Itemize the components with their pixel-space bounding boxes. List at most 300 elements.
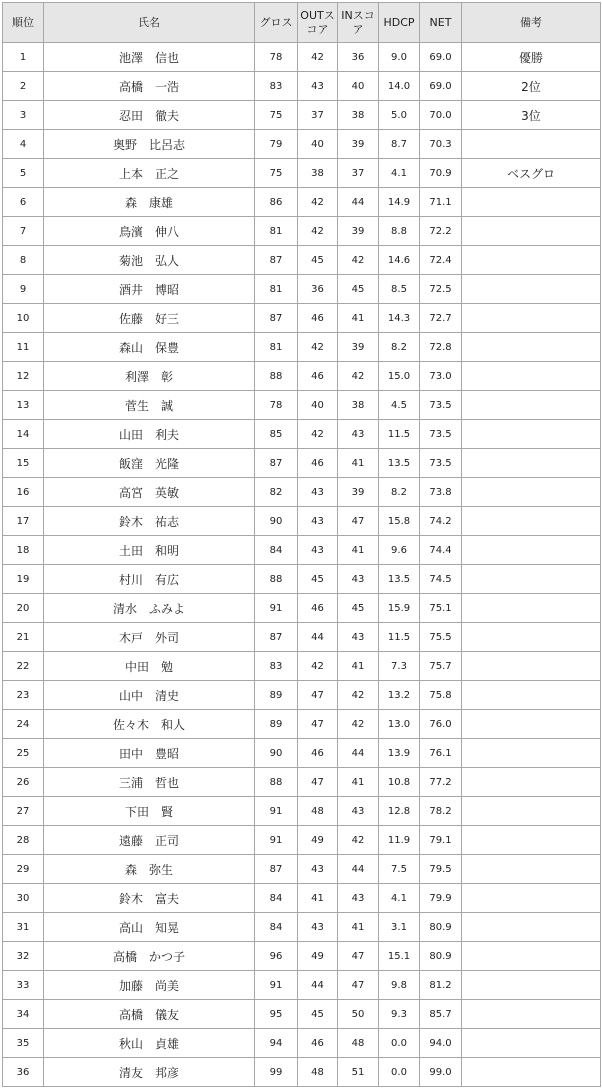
hdcp-cell: 10.8 <box>379 768 420 797</box>
note-cell <box>462 304 601 333</box>
in-cell: 39 <box>338 478 379 507</box>
net-cell: 73.5 <box>420 449 462 478</box>
note-cell <box>462 362 601 391</box>
out-cell: 41 <box>298 884 338 913</box>
name-cell: 上本 正之 <box>44 159 255 188</box>
rank-cell: 18 <box>3 536 44 565</box>
in-cell: 41 <box>338 913 379 942</box>
hdcp-cell: 7.5 <box>379 855 420 884</box>
net-cell: 94.0 <box>420 1029 462 1058</box>
table-row <box>3 449 601 478</box>
table-row <box>3 1000 601 1029</box>
note-cell <box>462 478 601 507</box>
hdcp-cell: 11.9 <box>379 826 420 855</box>
rank-cell: 20 <box>3 594 44 623</box>
note-cell <box>462 246 601 275</box>
name-cell: 鈴木 富夫 <box>44 884 255 913</box>
gross-cell: 87 <box>255 855 298 884</box>
out-cell: 43 <box>298 855 338 884</box>
rank-cell: 5 <box>3 159 44 188</box>
rank-cell: 9 <box>3 275 44 304</box>
rank-cell: 36 <box>3 1058 44 1087</box>
out-cell: 46 <box>298 739 338 768</box>
table-row <box>3 304 601 333</box>
gross-cell: 88 <box>255 565 298 594</box>
net-cell: 76.1 <box>420 739 462 768</box>
rank-cell: 22 <box>3 652 44 681</box>
rank-cell: 33 <box>3 971 44 1000</box>
hdcp-cell: 4.1 <box>379 884 420 913</box>
table-row <box>3 797 601 826</box>
in-cell: 45 <box>338 594 379 623</box>
note-cell: 2位 <box>462 72 601 101</box>
in-cell: 39 <box>338 217 379 246</box>
table-row <box>3 855 601 884</box>
rank-cell: 13 <box>3 391 44 420</box>
name-cell: 菅生 誠 <box>44 391 255 420</box>
net-cell: 72.4 <box>420 246 462 275</box>
name-cell: 飯窪 光隆 <box>44 449 255 478</box>
net-cell: 77.2 <box>420 768 462 797</box>
name-cell: 森 康雄 <box>44 188 255 217</box>
header-hdcp: HDCP <box>379 3 420 43</box>
table-row <box>3 942 601 971</box>
net-cell: 99.0 <box>420 1058 462 1087</box>
net-cell: 74.4 <box>420 536 462 565</box>
rank-cell: 28 <box>3 826 44 855</box>
name-cell: 清友 邦彦 <box>44 1058 255 1087</box>
in-cell: 43 <box>338 565 379 594</box>
hdcp-cell: 15.0 <box>379 362 420 391</box>
net-cell: 73.5 <box>420 420 462 449</box>
name-cell: 中田 勉 <box>44 652 255 681</box>
in-cell: 43 <box>338 623 379 652</box>
out-cell: 47 <box>298 681 338 710</box>
net-cell: 79.5 <box>420 855 462 884</box>
hdcp-cell: 13.5 <box>379 449 420 478</box>
note-cell: 優勝 <box>462 43 601 72</box>
gross-cell: 84 <box>255 913 298 942</box>
hdcp-cell: 13.9 <box>379 739 420 768</box>
hdcp-cell: 11.5 <box>379 420 420 449</box>
out-cell: 43 <box>298 72 338 101</box>
in-cell: 42 <box>338 246 379 275</box>
net-cell: 69.0 <box>420 43 462 72</box>
out-cell: 48 <box>298 797 338 826</box>
name-cell: 清水 ふみよ <box>44 594 255 623</box>
table-row <box>3 884 601 913</box>
table-row <box>3 536 601 565</box>
name-cell: 秋山 貞雄 <box>44 1029 255 1058</box>
hdcp-cell: 9.3 <box>379 1000 420 1029</box>
net-cell: 74.5 <box>420 565 462 594</box>
in-cell: 43 <box>338 420 379 449</box>
in-cell: 44 <box>338 739 379 768</box>
gross-cell: 91 <box>255 826 298 855</box>
rank-cell: 10 <box>3 304 44 333</box>
name-cell: 酒井 博昭 <box>44 275 255 304</box>
hdcp-cell: 11.5 <box>379 623 420 652</box>
gross-cell: 88 <box>255 362 298 391</box>
net-cell: 75.7 <box>420 652 462 681</box>
table-row <box>3 246 601 275</box>
rank-cell: 32 <box>3 942 44 971</box>
net-cell: 80.9 <box>420 942 462 971</box>
gross-cell: 81 <box>255 333 298 362</box>
in-cell: 41 <box>338 304 379 333</box>
net-cell: 85.7 <box>420 1000 462 1029</box>
in-cell: 38 <box>338 101 379 130</box>
out-cell: 42 <box>298 420 338 449</box>
note-cell <box>462 130 601 159</box>
note-cell <box>462 623 601 652</box>
in-cell: 50 <box>338 1000 379 1029</box>
gross-cell: 84 <box>255 884 298 913</box>
table-row <box>3 652 601 681</box>
gross-cell: 83 <box>255 652 298 681</box>
gross-cell: 79 <box>255 130 298 159</box>
note-cell <box>462 1058 601 1087</box>
name-cell: 田中 豊昭 <box>44 739 255 768</box>
note-cell <box>462 710 601 739</box>
net-cell: 76.0 <box>420 710 462 739</box>
name-cell: 高橋 儀友 <box>44 1000 255 1029</box>
in-cell: 36 <box>338 43 379 72</box>
net-cell: 70.3 <box>420 130 462 159</box>
note-cell <box>462 188 601 217</box>
header-out: OUTスコア <box>298 3 338 43</box>
note-cell <box>462 681 601 710</box>
note-cell: 3位 <box>462 101 601 130</box>
table-row <box>3 681 601 710</box>
name-cell: 遠藤 正司 <box>44 826 255 855</box>
note-cell <box>462 652 601 681</box>
table-row <box>3 72 601 101</box>
note-cell <box>462 797 601 826</box>
hdcp-cell: 14.3 <box>379 304 420 333</box>
note-cell <box>462 275 601 304</box>
hdcp-cell: 9.0 <box>379 43 420 72</box>
in-cell: 42 <box>338 710 379 739</box>
hdcp-cell: 14.6 <box>379 246 420 275</box>
hdcp-cell: 8.7 <box>379 130 420 159</box>
rank-cell: 26 <box>3 768 44 797</box>
name-cell: 佐藤 好三 <box>44 304 255 333</box>
rank-cell: 11 <box>3 333 44 362</box>
note-cell <box>462 594 601 623</box>
rank-cell: 25 <box>3 739 44 768</box>
gross-cell: 87 <box>255 304 298 333</box>
out-cell: 45 <box>298 246 338 275</box>
note-cell <box>462 507 601 536</box>
net-cell: 72.8 <box>420 333 462 362</box>
note-cell <box>462 1029 601 1058</box>
hdcp-cell: 15.1 <box>379 942 420 971</box>
note-cell <box>462 536 601 565</box>
table-header <box>3 3 601 43</box>
name-cell: 山中 清史 <box>44 681 255 710</box>
name-cell: 忍田 徹夫 <box>44 101 255 130</box>
out-cell: 44 <box>298 971 338 1000</box>
gross-cell: 78 <box>255 43 298 72</box>
out-cell: 46 <box>298 362 338 391</box>
note-cell <box>462 768 601 797</box>
rank-cell: 7 <box>3 217 44 246</box>
table-row <box>3 623 601 652</box>
hdcp-cell: 9.8 <box>379 971 420 1000</box>
table-body <box>3 43 601 1087</box>
rank-cell: 8 <box>3 246 44 275</box>
gross-cell: 91 <box>255 594 298 623</box>
name-cell: 奥野 比呂志 <box>44 130 255 159</box>
hdcp-cell: 13.5 <box>379 565 420 594</box>
name-cell: 山田 利夫 <box>44 420 255 449</box>
hdcp-cell: 14.9 <box>379 188 420 217</box>
in-cell: 42 <box>338 681 379 710</box>
in-cell: 44 <box>338 855 379 884</box>
out-cell: 42 <box>298 43 338 72</box>
header-gross: グロス <box>255 3 298 43</box>
out-cell: 42 <box>298 652 338 681</box>
in-cell: 39 <box>338 130 379 159</box>
out-cell: 43 <box>298 536 338 565</box>
hdcp-cell: 8.8 <box>379 217 420 246</box>
gross-cell: 87 <box>255 246 298 275</box>
gross-cell: 91 <box>255 797 298 826</box>
hdcp-cell: 8.2 <box>379 478 420 507</box>
table-row <box>3 826 601 855</box>
gross-cell: 89 <box>255 710 298 739</box>
name-cell: 高宮 英敏 <box>44 478 255 507</box>
name-cell: 三浦 哲也 <box>44 768 255 797</box>
out-cell: 42 <box>298 217 338 246</box>
table-row <box>3 275 601 304</box>
note-cell <box>462 942 601 971</box>
rank-cell: 14 <box>3 420 44 449</box>
rank-cell: 29 <box>3 855 44 884</box>
note-cell <box>462 739 601 768</box>
table-row <box>3 101 601 130</box>
hdcp-cell: 13.0 <box>379 710 420 739</box>
rank-cell: 27 <box>3 797 44 826</box>
table-row <box>3 565 601 594</box>
net-cell: 80.9 <box>420 913 462 942</box>
rank-cell: 1 <box>3 43 44 72</box>
hdcp-cell: 4.1 <box>379 159 420 188</box>
out-cell: 43 <box>298 913 338 942</box>
hdcp-cell: 0.0 <box>379 1029 420 1058</box>
out-cell: 38 <box>298 159 338 188</box>
out-cell: 46 <box>298 594 338 623</box>
header-note: 備考 <box>462 3 601 43</box>
note-cell <box>462 565 601 594</box>
results-table <box>2 2 601 1087</box>
table-row <box>3 710 601 739</box>
note-cell <box>462 217 601 246</box>
hdcp-cell: 7.3 <box>379 652 420 681</box>
out-cell: 40 <box>298 130 338 159</box>
rank-cell: 24 <box>3 710 44 739</box>
header-rank: 順位 <box>3 3 44 43</box>
net-cell: 74.2 <box>420 507 462 536</box>
net-cell: 72.5 <box>420 275 462 304</box>
hdcp-cell: 5.0 <box>379 101 420 130</box>
in-cell: 41 <box>338 449 379 478</box>
out-cell: 49 <box>298 942 338 971</box>
note-cell <box>462 855 601 884</box>
rank-cell: 3 <box>3 101 44 130</box>
hdcp-cell: 3.1 <box>379 913 420 942</box>
out-cell: 36 <box>298 275 338 304</box>
in-cell: 47 <box>338 507 379 536</box>
hdcp-cell: 14.0 <box>379 72 420 101</box>
in-cell: 48 <box>338 1029 379 1058</box>
gross-cell: 85 <box>255 420 298 449</box>
table-row <box>3 333 601 362</box>
in-cell: 42 <box>338 826 379 855</box>
out-cell: 46 <box>298 449 338 478</box>
net-cell: 78.2 <box>420 797 462 826</box>
table-row <box>3 594 601 623</box>
note-cell <box>462 826 601 855</box>
in-cell: 40 <box>338 72 379 101</box>
gross-cell: 96 <box>255 942 298 971</box>
net-cell: 73.5 <box>420 391 462 420</box>
table-row <box>3 1058 601 1087</box>
header-name: 氏名 <box>44 3 255 43</box>
in-cell: 42 <box>338 362 379 391</box>
hdcp-cell: 0.0 <box>379 1058 420 1087</box>
out-cell: 42 <box>298 188 338 217</box>
out-cell: 44 <box>298 623 338 652</box>
in-cell: 41 <box>338 768 379 797</box>
note-cell: ベスグロ <box>462 159 601 188</box>
gross-cell: 75 <box>255 159 298 188</box>
name-cell: 村川 有広 <box>44 565 255 594</box>
table-row <box>3 971 601 1000</box>
name-cell: 高橋 一浩 <box>44 72 255 101</box>
name-cell: 鈴木 祐志 <box>44 507 255 536</box>
out-cell: 46 <box>298 304 338 333</box>
in-cell: 43 <box>338 884 379 913</box>
table-row <box>3 159 601 188</box>
gross-cell: 87 <box>255 623 298 652</box>
in-cell: 41 <box>338 652 379 681</box>
table-row <box>3 478 601 507</box>
gross-cell: 90 <box>255 507 298 536</box>
note-cell <box>462 971 601 1000</box>
name-cell: 森山 保豊 <box>44 333 255 362</box>
out-cell: 43 <box>298 507 338 536</box>
gross-cell: 88 <box>255 768 298 797</box>
table-row <box>3 130 601 159</box>
table-row <box>3 420 601 449</box>
in-cell: 44 <box>338 188 379 217</box>
table-row <box>3 43 601 72</box>
rank-cell: 34 <box>3 1000 44 1029</box>
table-row <box>3 391 601 420</box>
gross-cell: 75 <box>255 101 298 130</box>
name-cell: 森 弥生 <box>44 855 255 884</box>
gross-cell: 82 <box>255 478 298 507</box>
rank-cell: 17 <box>3 507 44 536</box>
in-cell: 41 <box>338 536 379 565</box>
in-cell: 43 <box>338 797 379 826</box>
net-cell: 73.8 <box>420 478 462 507</box>
name-cell: 土田 和明 <box>44 536 255 565</box>
hdcp-cell: 15.8 <box>379 507 420 536</box>
hdcp-cell: 8.2 <box>379 333 420 362</box>
table-row <box>3 188 601 217</box>
out-cell: 49 <box>298 826 338 855</box>
name-cell: 加藤 尚美 <box>44 971 255 1000</box>
gross-cell: 83 <box>255 72 298 101</box>
out-cell: 42 <box>298 333 338 362</box>
table-row <box>3 217 601 246</box>
in-cell: 38 <box>338 391 379 420</box>
gross-cell: 94 <box>255 1029 298 1058</box>
rank-cell: 6 <box>3 188 44 217</box>
name-cell: 高橋 かつ子 <box>44 942 255 971</box>
net-cell: 69.0 <box>420 72 462 101</box>
out-cell: 43 <box>298 478 338 507</box>
net-cell: 73.0 <box>420 362 462 391</box>
gross-cell: 78 <box>255 391 298 420</box>
rank-cell: 15 <box>3 449 44 478</box>
rank-cell: 16 <box>3 478 44 507</box>
net-cell: 79.1 <box>420 826 462 855</box>
gross-cell: 86 <box>255 188 298 217</box>
out-cell: 48 <box>298 1058 338 1087</box>
header-row <box>3 3 601 43</box>
gross-cell: 99 <box>255 1058 298 1087</box>
net-cell: 70.0 <box>420 101 462 130</box>
table-row <box>3 507 601 536</box>
net-cell: 75.5 <box>420 623 462 652</box>
note-cell <box>462 391 601 420</box>
net-cell: 72.7 <box>420 304 462 333</box>
name-cell: 池澤 信也 <box>44 43 255 72</box>
header-net: NET <box>420 3 462 43</box>
in-cell: 47 <box>338 971 379 1000</box>
gross-cell: 89 <box>255 681 298 710</box>
hdcp-cell: 4.5 <box>379 391 420 420</box>
net-cell: 79.9 <box>420 884 462 913</box>
name-cell: 利澤 彰 <box>44 362 255 391</box>
rank-cell: 21 <box>3 623 44 652</box>
hdcp-cell: 13.2 <box>379 681 420 710</box>
name-cell: 下田 賢 <box>44 797 255 826</box>
rank-cell: 31 <box>3 913 44 942</box>
rank-cell: 2 <box>3 72 44 101</box>
net-cell: 81.2 <box>420 971 462 1000</box>
table-row <box>3 1029 601 1058</box>
gross-cell: 84 <box>255 536 298 565</box>
name-cell: 鳥濱 伸八 <box>44 217 255 246</box>
name-cell: 高山 知晃 <box>44 913 255 942</box>
rank-cell: 4 <box>3 130 44 159</box>
gross-cell: 81 <box>255 275 298 304</box>
gross-cell: 81 <box>255 217 298 246</box>
net-cell: 71.1 <box>420 188 462 217</box>
table-row <box>3 768 601 797</box>
header-in: INスコア <box>338 3 379 43</box>
in-cell: 45 <box>338 275 379 304</box>
table-row <box>3 913 601 942</box>
gross-cell: 91 <box>255 971 298 1000</box>
name-cell: 佐々木 和人 <box>44 710 255 739</box>
hdcp-cell: 12.8 <box>379 797 420 826</box>
